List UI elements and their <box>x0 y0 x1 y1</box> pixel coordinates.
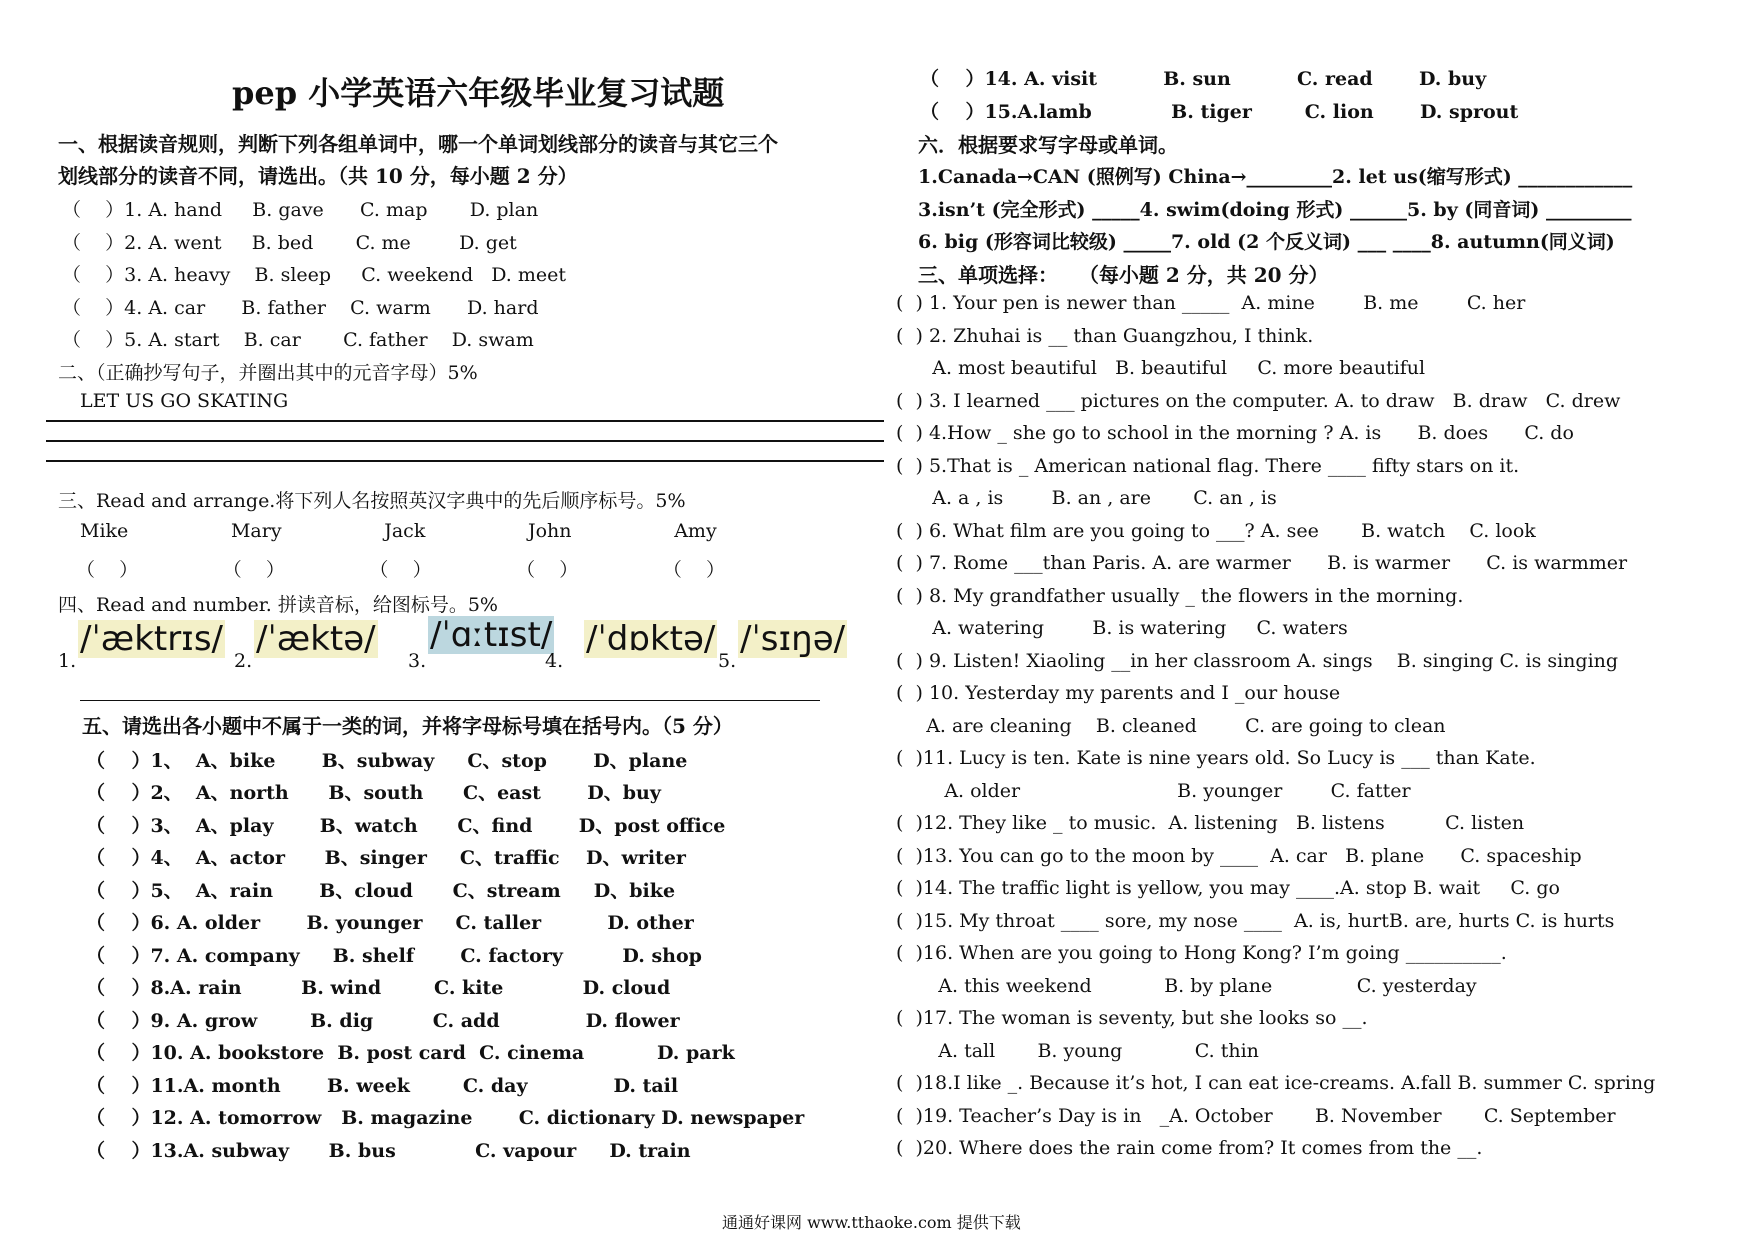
question-row: （ ）8.A. rain B. wind C. kite D. cloud <box>86 977 671 999</box>
question-row: ( )11. Lucy is ten. Kate is nine years old. So Lucy is ___ than Kate. <box>896 747 1536 769</box>
section-2-heading: 二、（正确抄写句子，并圈出其中的元音字母）5% <box>58 362 478 384</box>
answer-brackets-row: （ ） （ ） （ ） （ ） （ ） <box>76 559 726 581</box>
phonetic-card: /ˈɑːtɪst/ <box>430 615 553 655</box>
section-6-heading: 六．根据要求写字母或单词。 <box>918 133 1178 157</box>
question-row: （ ）4、 A、actor B、singer C、traffic D、writer <box>86 847 686 869</box>
question-row: （ ）3. A. heavy B. sleep C. weekend D. meet <box>62 264 567 286</box>
phonetic-card: /ˈæktə/ <box>256 619 376 659</box>
question-row: ( ) 8. My grandfather usually _ the flowers in the morning. <box>896 585 1464 607</box>
question-row: （ ）5、 A、rain B、cloud C、stream D、bike <box>86 880 676 902</box>
question-row: （ ）12. A. tomorrow B. magazine C. dictionary D. newspaper <box>86 1107 805 1129</box>
question-row: （ ）2、 A、north B、south C、east D、buy <box>86 782 661 804</box>
question-row: （ ）10. A. bookstore B. post card C. cinema D. park <box>86 1042 735 1064</box>
question-row: （ ）5. A. start B. car C. father D. swam <box>62 329 534 351</box>
question-row: ( )19. Teacher’s Day is in _A. October B. November C. September <box>896 1105 1616 1127</box>
question-row: ( )13. You can go to the moon by ____ A. car B. plane C. spaceship <box>896 845 1582 867</box>
question-row: A. are cleaning B. cleaned C. are going to clean <box>896 715 1446 737</box>
phonetic-number: 2. <box>234 650 253 672</box>
phonetic-card: /ˈæktrɪs/ <box>80 619 223 659</box>
question-row: （ ）1. A. hand B. gave C. map D. plan <box>62 199 539 221</box>
page-title: pep 小学英语六年级毕业复习试题 <box>232 74 725 112</box>
question-row: （ ）14. A. visit B. sun C. read D. buy <box>920 68 1487 90</box>
question-row: ( )17. The woman is seventy, but she looks so __. <box>896 1007 1368 1029</box>
question-row: ( ) 7. Rome ___than Paris. A. are warmer B. is warmer C. is warmmer <box>896 552 1628 574</box>
question-row: 1.Canada→CAN (照例写) China→_________2. let us(缩写形式) ____________ <box>918 166 1633 188</box>
question-row: A. a , is B. an , are C. an , is <box>896 487 1277 509</box>
question-row: （ ）13.A. subway B. bus C. vapour D. train <box>86 1140 691 1162</box>
question-row: （ ）15.A.lamb B. tiger C. lion D. sprout <box>920 101 1519 123</box>
question-row: ( )18.I like _. Because it’s hot, I can eat ice-creams. A.fall B. summer C. spring <box>896 1072 1656 1094</box>
question-row: A. older B. younger C. fatter <box>896 780 1411 802</box>
question-row: 6. big (形容词比较级) _____7. old (2 个反义词) ___ ____8. autumn(同义词) <box>918 231 1615 253</box>
question-row: A. watering B. is watering C. waters <box>896 617 1348 639</box>
divider <box>80 700 820 701</box>
question-row: ( ) 5.That is _ American national flag. There ____ fifty stars on it. <box>896 455 1520 477</box>
phonetic-card: /ˈsɪŋə/ <box>740 619 846 659</box>
writing-line <box>46 460 884 462</box>
question-row: （ ）4. A. car B. father C. warm D. hard <box>62 297 539 319</box>
question-row: ( )15. My throat ____ sore, my nose ____ A. is, hurtB. are, hurts C. is hurts <box>896 910 1615 932</box>
question-row: ( ) 9. Listen! Xiaoling __in her classroom A. sings B. singing C. is singing <box>896 650 1619 672</box>
question-row: （ ）1、 A、bike B、subway C、stop D、plane <box>86 750 688 772</box>
question-row: ( )14. The traffic light is yellow, you may ____.A. stop B. wait C. go <box>896 877 1560 899</box>
section-3-heading: 三、Read and arrange.将下列人名按照英汉字典中的先后顺序标号。5% <box>58 490 686 512</box>
section-5-heading: 五、请选出各小题中不属于一类的词，并将字母标号填在括号内。（5 分） <box>82 714 733 738</box>
phonetic-number: 5. <box>718 650 737 672</box>
question-row: ( ) 4.How _ she go to school in the morning ? A. is B. does C. do <box>896 422 1574 444</box>
question-row: A. tall B. young C. thin <box>896 1040 1259 1062</box>
question-row: ( ) 2. Zhuhai is __ than Guangzhou, I think. <box>896 325 1314 347</box>
question-row: （ ）9. A. grow B. dig C. add D. flower <box>86 1010 680 1032</box>
question-row: A. this weekend B. by plane C. yesterday <box>896 975 1477 997</box>
names-row: Mike Mary Jack John Amy <box>80 520 717 542</box>
writing-line <box>46 420 884 422</box>
question-row: A. most beautiful B. beautiful C. more beautiful <box>896 357 1426 379</box>
question-row: （ ）6. A. older B. younger C. taller D. other <box>86 912 694 934</box>
phonetic-card: /ˈdɒktə/ <box>586 619 716 659</box>
question-row: ( ) 6. What film are you going to ___? A. see B. watch C. look <box>896 520 1536 542</box>
phonetic-number: 4. <box>545 650 564 672</box>
section-4-heading: 四、Read and number. 拼读音标，给图标号。5% <box>58 594 498 616</box>
question-row: ( ) 3. I learned ___ pictures on the computer. A. to draw B. draw C. drew <box>896 390 1621 412</box>
question-row: ( ) 1. Your pen is newer than _____ A. mine B. me C. her <box>896 292 1526 314</box>
section-choice-heading: 三、单项选择： （每小题 2 分，共 20 分） <box>918 263 1329 287</box>
question-row: ( ) 10. Yesterday my parents and I _our house <box>896 682 1341 704</box>
question-row: ( )12. They like _ to music. A. listening B. listens C. listen <box>896 812 1525 834</box>
question-row: （ ）3、 A、play B、watch C、find D、post office <box>86 815 726 837</box>
question-row: （ ）2. A. went B. bed C. me D. get <box>62 232 517 254</box>
phonetic-number: 3. <box>408 650 427 672</box>
section-1-heading: 一、根据读音规则，判断下列各组单词中，哪一个单词划线部分的读音与其它三个 <box>58 132 778 156</box>
question-row: 3.isn’t (完全形式) _____4. swim(doing 形式) ______5. by (同音词) _________ <box>918 199 1632 221</box>
writing-line <box>46 440 884 442</box>
question-row: ( )16. When are you going to Hong Kong? I’m going __________. <box>896 942 1507 964</box>
question-row: （ ）7. A. company B. shelf C. factory D. shop <box>86 945 702 967</box>
question-row: ( )20. Where does the rain come from? It comes from the __. <box>896 1137 1483 1159</box>
section-1-heading-cont: 划线部分的读音不同，请选出。（共 10 分，每小题 2 分） <box>58 164 578 188</box>
question-row: （ ）11.A. month B. week C. day D. tail <box>86 1075 679 1097</box>
footer-credit: 通通好课网 www.tthaoke.com 提供下载 <box>722 1213 1021 1232</box>
phonetic-number: 1. <box>58 650 77 672</box>
copy-sentence: LET US GO SKATING <box>80 390 289 412</box>
